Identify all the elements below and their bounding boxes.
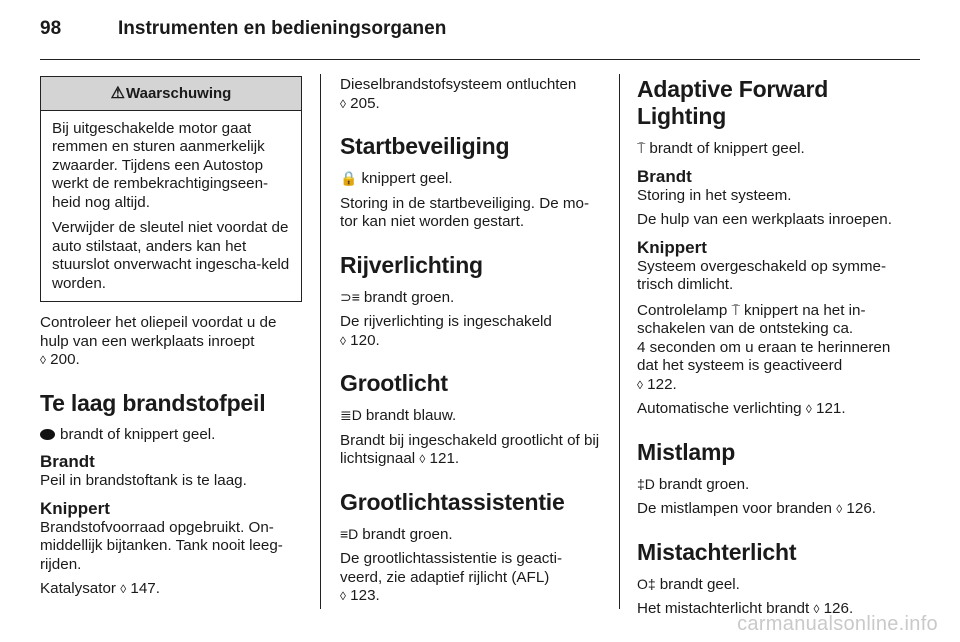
- page-header: [40, 18, 446, 40]
- lamp-line: ⊃≡ brandt groen.: [340, 288, 455, 306]
- paragraph: Het mistachterlicht brandt ◊ 126.: [637, 600, 854, 617]
- immobiliser-lamp-icon: 🔒: [340, 170, 358, 186]
- warning-text: Bij uitgeschakelde motor gaat remmen en sturen aanmerkelijk zwaarder. Tijdens een Autostop werkt de rembekrachtigingseen-heid nog altijd.: [52, 119, 269, 211]
- rear-fog-lamp-icon: O‡: [637, 575, 656, 592]
- section-heading: Grootlichtassistentie: [340, 488, 565, 515]
- section-heading: Startbeveiliging: [340, 133, 510, 159]
- subheading: Knippert: [40, 498, 110, 518]
- paragraph: Systeem overgeschakeld op symme-trisch dimlicht.: [637, 257, 887, 293]
- page-ref-icon: ◊: [120, 582, 127, 596]
- page-number: 98: [40, 18, 62, 39]
- paragraph: Brandstofvoorraad opgebruikt. On-middellijk bijtanken. Tank nooit leeg-rijden.: [40, 518, 283, 573]
- watermark: carmanualsonline.info: [737, 613, 938, 635]
- column-1: [40, 76, 302, 605]
- paragraph: Storing in de startbeveiliging. De mo-tor kan niet worden gestart.: [340, 194, 590, 230]
- page-ref-icon: ◊: [813, 602, 820, 616]
- warning-header: [41, 77, 301, 111]
- section-heading: Rijverlichting: [340, 251, 483, 278]
- side-light-lamp-icon: ⊃≡: [340, 288, 360, 305]
- lamp-line: O‡ brandt geel.: [637, 575, 740, 593]
- paragraph: De rijverlichting is ingeschakeld ◊ 120.: [340, 313, 552, 349]
- high-beam-assist-lamp-icon: ≡D: [340, 525, 359, 542]
- section-heading: Mistachterlicht: [637, 538, 797, 565]
- warning-triangle-icon: ⚠: [110, 85, 126, 102]
- paragraph: Automatische verlichting ◊ 121.: [637, 400, 846, 417]
- page-ref-icon: ◊: [340, 589, 346, 603]
- warning-title: Waarschuwing: [126, 85, 232, 102]
- paragraph: Controleer het oliepeil voordat u de hulp van een werkplaats inroept ◊ 200.: [40, 314, 277, 368]
- paragraph: Dieselbrandstofsysteem ontluchten ◊ 205.: [340, 76, 577, 112]
- column-3: [637, 76, 899, 625]
- lamp-line: brandt of knippert geel.: [40, 426, 302, 445]
- paragraph: Controlelamp ⍑ knippert na het in-schakelen van de ontsteking ca.: [637, 301, 866, 337]
- lamp-line: ⍑ brandt of knippert geel.: [637, 140, 805, 157]
- lamp-line: ‡D brandt groen.: [637, 475, 750, 493]
- lamp-line: 🔒 knippert geel.: [340, 170, 453, 187]
- warning-box: [40, 76, 302, 302]
- subheading: Brandt: [637, 166, 692, 186]
- afl-lamp-icon: ⍑: [637, 140, 646, 156]
- page-ref-icon: ◊: [836, 502, 843, 516]
- paragraph: Katalysator ◊ 147.: [40, 580, 160, 597]
- column-2: [340, 76, 602, 612]
- section-heading: Mistlamp: [637, 438, 736, 465]
- paragraph: Brandt bij ingeschakeld grootlicht of bij lichtsignaal ◊ 121.: [340, 431, 600, 467]
- paragraph: De grootlichtassistentie is geacti-veerd, zie adaptief rijlicht (AFL) ◊ 123.: [340, 550, 563, 604]
- warning-text: Verwijder de sleutel niet voordat de auto stilstaat, anders kan het stuurslot onverwacht ingescha-keld worden.: [52, 219, 290, 292]
- page-ref-icon: ◊: [340, 333, 346, 348]
- header-rule: [40, 59, 920, 60]
- page-ref-icon: ◊: [805, 402, 812, 416]
- lamp-line: ≣D brandt blauw.: [340, 407, 457, 424]
- paragraph: De hulp van een werkplaats inroepen.: [637, 211, 892, 228]
- section-heading: Grootlicht: [340, 370, 448, 396]
- lamp-line: ≡D brandt groen.: [340, 525, 453, 543]
- column-divider: [619, 74, 620, 609]
- high-beam-lamp-icon: ≣D: [340, 407, 362, 423]
- paragraph: 4 seconden om u eraan te herinneren dat het systeem is geactiveerd ◊ 122.: [637, 338, 891, 393]
- afl-lamp-icon: ⍑: [731, 301, 740, 318]
- subheading: Brandt: [40, 452, 95, 471]
- section-heading: Adaptive Forward Lighting: [637, 76, 829, 129]
- paragraph: De mistlampen voor branden ◊ 126.: [637, 500, 876, 517]
- paragraph: Storing in het systeem.: [637, 186, 792, 204]
- page-ref-icon: ◊: [419, 452, 426, 466]
- paragraph: Peil in brandstoftank is te laag.: [40, 472, 247, 489]
- page-ref-icon: ◊: [40, 353, 46, 367]
- page-ref-icon: ◊: [340, 96, 346, 111]
- fog-lamp-icon: ‡D: [637, 475, 655, 492]
- column-divider: [320, 74, 321, 609]
- fuel-lamp-icon: [40, 429, 55, 440]
- subheading: Knippert: [637, 237, 707, 257]
- section-heading: Te laag brandstofpeil: [40, 389, 266, 416]
- page-title: Instrumenten en bedieningsorganen: [118, 18, 447, 39]
- page-ref-icon: ◊: [637, 377, 643, 392]
